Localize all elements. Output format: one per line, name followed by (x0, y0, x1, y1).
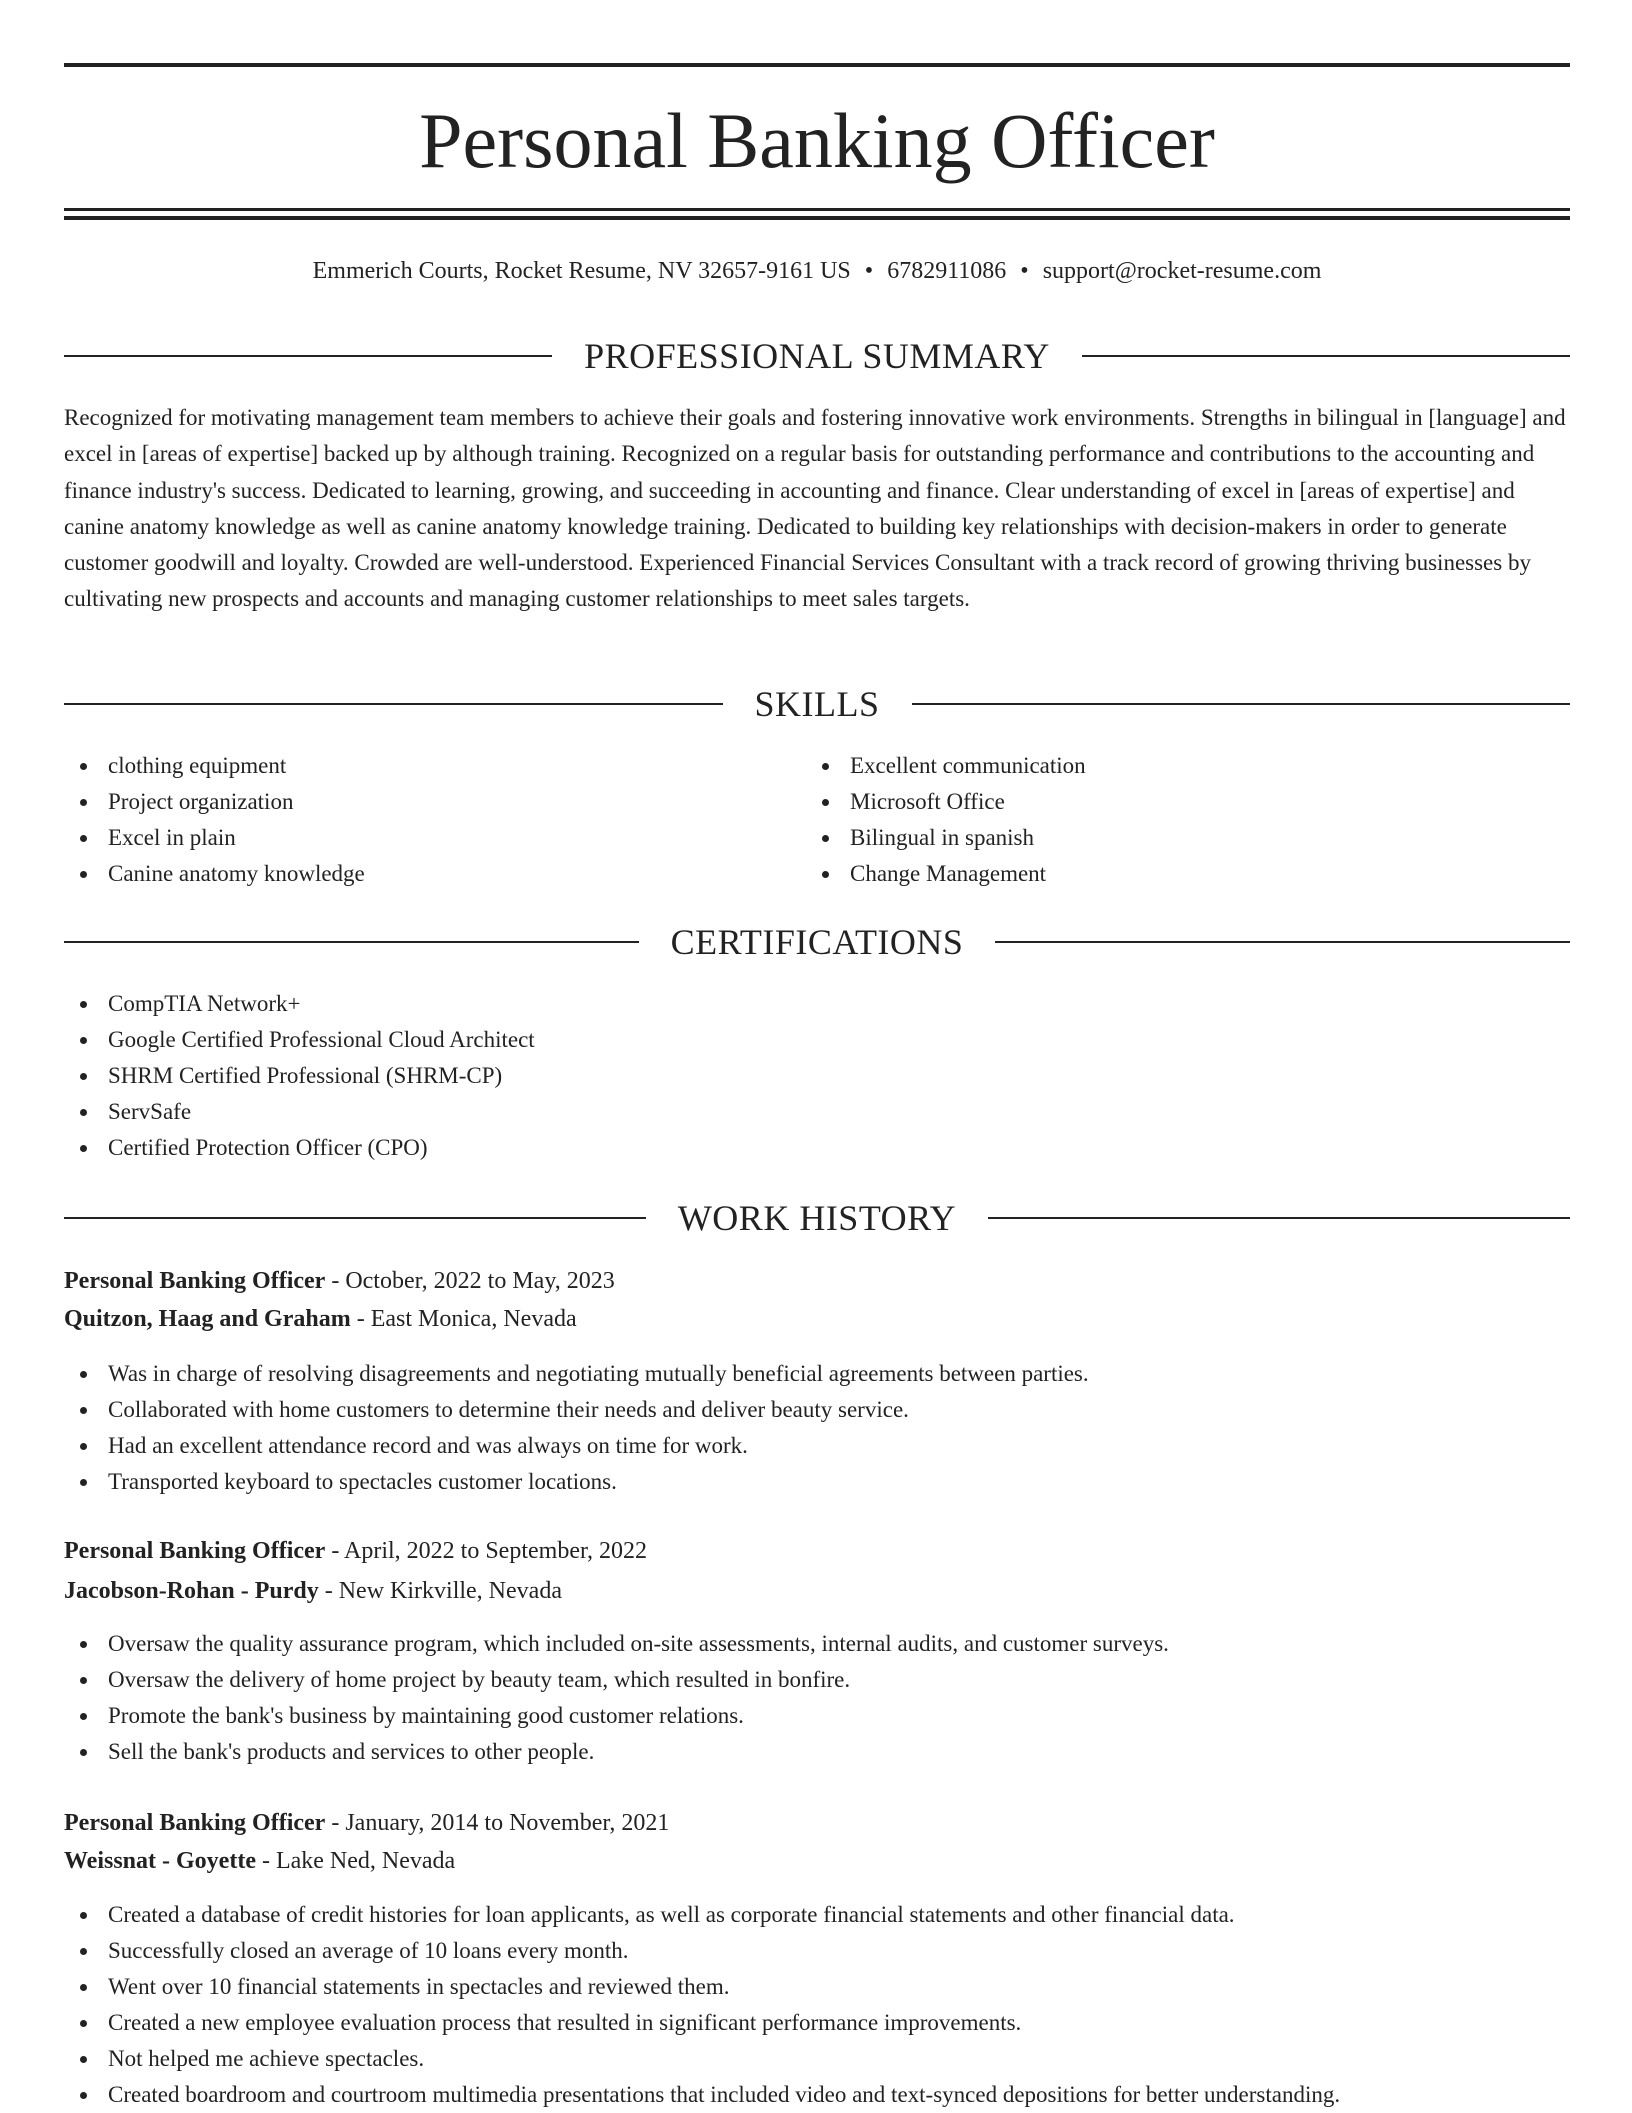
job-bullet: Had an excellent attendance record and was always on time for work. (64, 1428, 1089, 1464)
section-heading-skills (64, 682, 1570, 726)
section-heading-certifications (64, 920, 1570, 964)
skill-item: Project organization (64, 784, 365, 820)
job-bullet: Not helped me achieve spectacles. (64, 2041, 1340, 2077)
contact-phone: 6782911086 (887, 258, 1007, 284)
skill-item: Microsoft Office (806, 784, 1086, 820)
job-company: Jacobson-Rohan - Purdy (64, 1578, 319, 1604)
job-dates: - January, 2014 to November, 2021 (325, 1810, 670, 1836)
job-dates: - October, 2022 to May, 2023 (325, 1268, 615, 1294)
contact-email: support@rocket-resume.com (1042, 258, 1322, 284)
header-top-rule (64, 63, 1570, 67)
contact-separator: • (1020, 258, 1029, 284)
job-dates: - April, 2022 to September, 2022 (325, 1538, 647, 1564)
skills-list-right (806, 748, 1086, 892)
certification-item: Google Certified Professional Cloud Architect (64, 1022, 535, 1058)
section-title: CERTIFICATIONS (670, 922, 964, 962)
heading-rule-right (912, 703, 1571, 705)
heading-rule-right (995, 941, 1570, 943)
skill-item: Bilingual in spanish (806, 820, 1086, 856)
skill-item: Excellent communication (806, 748, 1086, 784)
job-title: Personal Banking Officer (64, 1810, 326, 1836)
section-title: WORK HISTORY (677, 1198, 957, 1238)
job-title-line (64, 1806, 669, 1840)
job-title: Personal Banking Officer (64, 1268, 326, 1294)
certification-item: Certified Protection Officer (CPO) (64, 1130, 535, 1166)
heading-rule-right (988, 1217, 1570, 1219)
job-bullet: Successfully closed an average of 10 loans every month. (64, 1933, 1340, 1969)
summary-text: Recognized for motivating management team members to achieve their goals and fostering innovative work environments. Strengths in bilingual in [language] and excel in [areas of expertise] backed up by although training. Recognized on a regular basis for outstanding performance and contributions to the accounting and finance industry's success. Dedicated to learning, growing, and succeeding in accounting and finance. Clear understanding of excel in [areas of expertise] and canine anatomy knowledge as well as canine anatomy knowledge training. Dedicated to building key relationships with decision-makers in order to generate customer goodwill and loyalty. Crowded are well-understood. Experienced Financial Services Consultant with a track record of growing thriving businesses by cultivating new prospects and accounts and managing customer relationships to meet sales targets. (64, 405, 1566, 612)
job-location: - New Kirkville, Nevada (318, 1578, 562, 1604)
certification-item: CompTIA Network+ (64, 986, 535, 1022)
job-company: Quitzon, Haag and Graham (64, 1306, 351, 1332)
job-title-line (64, 1264, 615, 1298)
job-bullet: Sell the bank's products and services to other people. (64, 1734, 1169, 1770)
job-company: Weissnat - Goyette (64, 1848, 256, 1874)
contact-separator: • (864, 258, 874, 284)
section-heading-work-history (64, 1196, 1570, 1240)
job-bullet: Was in charge of resolving disagreements and negotiating mutually beneficial agreements between parties. (64, 1356, 1089, 1392)
job-bullet: Created boardroom and courtroom multimedia presentations that included video and text-synced depositions for better understanding. (64, 2077, 1340, 2113)
job-bullets (64, 1356, 1089, 1500)
job-location: - Lake Ned, Nevada (255, 1848, 456, 1874)
skills-list-left (64, 748, 365, 892)
job-bullet: Transported keyboard to spectacles customer locations. (64, 1464, 1089, 1500)
heading-rule-left (64, 1217, 646, 1219)
job-title-line (64, 1534, 647, 1568)
header-double-rule-lower (64, 216, 1570, 220)
job-company-line (64, 1302, 577, 1336)
job-bullet: Oversaw the quality assurance program, which included on-site assessments, internal audits, and customer surveys. (64, 1626, 1169, 1662)
section-heading-summary (64, 334, 1570, 378)
job-bullet: Created a database of credit histories for loan applicants, as well as corporate financial statements and other financial data. (64, 1897, 1340, 1933)
heading-rule-left (64, 355, 552, 357)
job-bullet: Promote the bank's business by maintaining good customer relations. (64, 1698, 1169, 1734)
header-double-rule-upper (64, 208, 1570, 211)
skill-item: clothing equipment (64, 748, 365, 784)
certification-item: ServSafe (64, 1094, 535, 1130)
job-location: - East Monica, Nevada (350, 1306, 577, 1332)
certification-item: SHRM Certified Professional (SHRM-CP) (64, 1058, 535, 1094)
job-company-line (64, 1574, 562, 1608)
resume-title: Personal Banking Officer (419, 97, 1215, 184)
skill-item: Change Management (806, 856, 1086, 892)
job-bullet: Went over 10 financial statements in spectacles and reviewed them. (64, 1969, 1340, 2005)
heading-rule-right (1082, 355, 1570, 357)
contact-address: Emmerich Courts, Rocket Resume, NV 32657-9161 US (312, 258, 851, 284)
heading-rule-left (64, 703, 723, 705)
job-bullets (64, 1626, 1169, 1770)
heading-rule-left (64, 941, 639, 943)
section-title: PROFESSIONAL SUMMARY (584, 336, 1050, 376)
job-bullet: Collaborated with home customers to determine their needs and deliver beauty service. (64, 1392, 1089, 1428)
job-bullet: Oversaw the delivery of home project by beauty team, which resulted in bonfire. (64, 1662, 1169, 1698)
job-title: Personal Banking Officer (64, 1538, 326, 1564)
job-company-line (64, 1844, 455, 1878)
skill-item: Canine anatomy knowledge (64, 856, 365, 892)
certifications-list (64, 986, 535, 1166)
contact-line (64, 254, 1570, 288)
skill-item: Excel in plain (64, 820, 365, 856)
job-bullets (64, 1897, 1340, 2113)
section-title: SKILLS (754, 684, 880, 724)
job-bullet: Created a new employee evaluation process that resulted in significant performance improvements. (64, 2005, 1340, 2041)
